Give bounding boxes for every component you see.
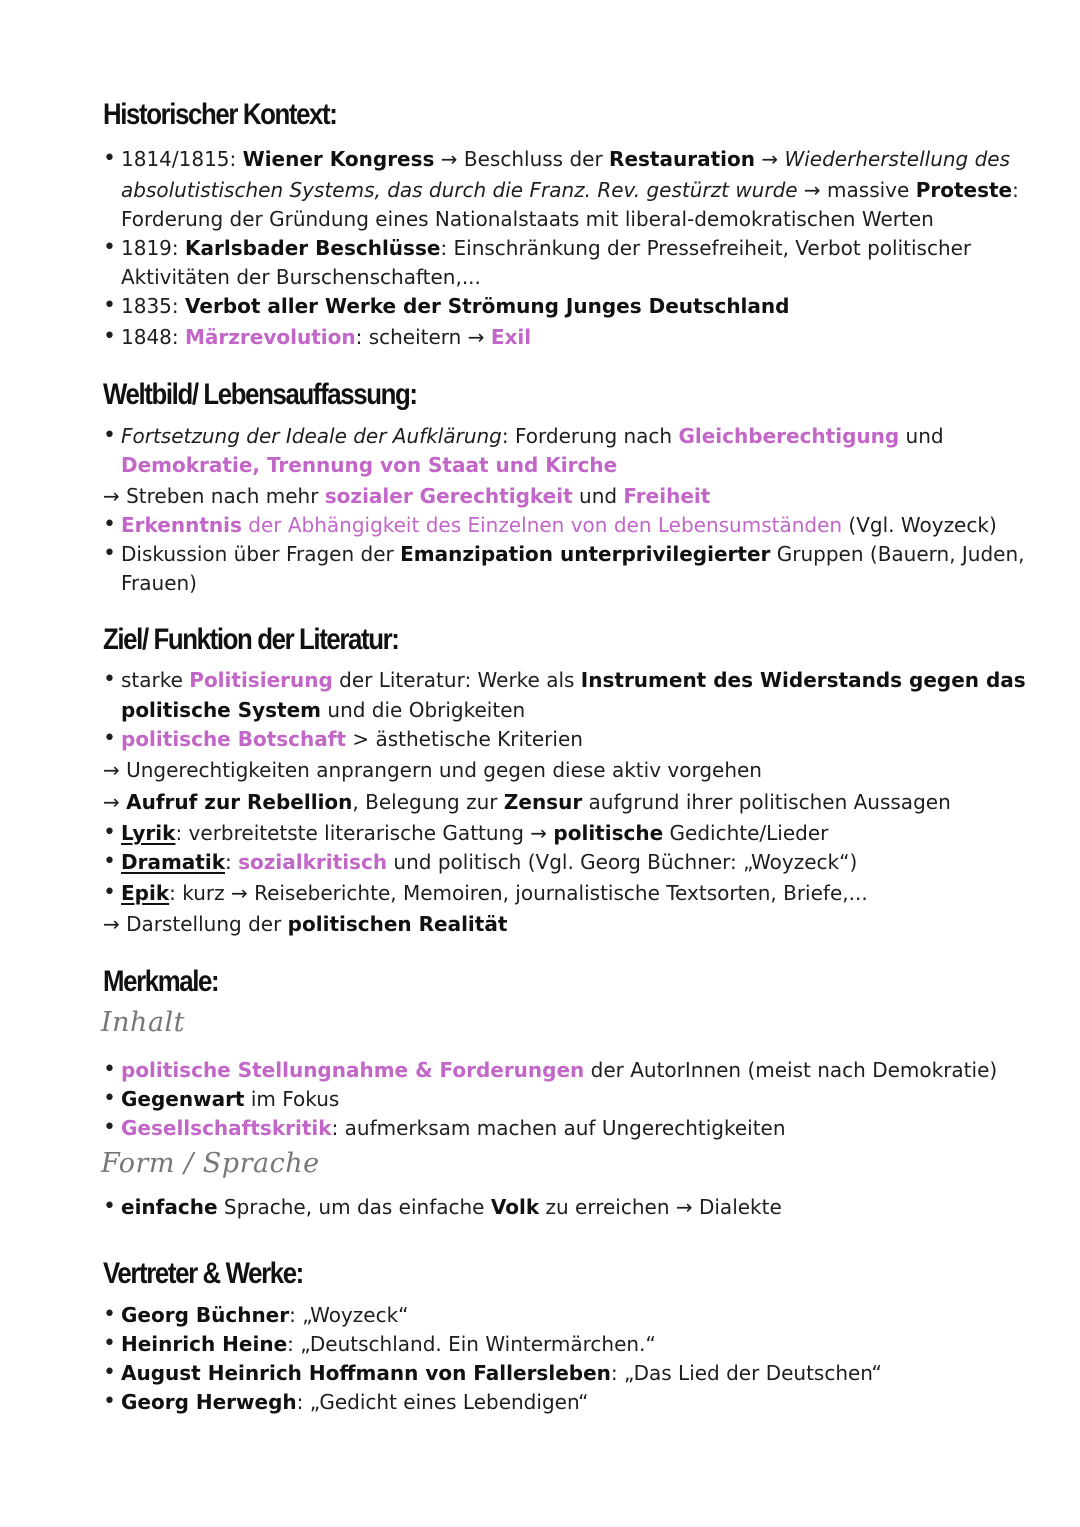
section-title-vertreter-werke: Vertreter & Werke: <box>103 1257 303 1290</box>
section-title-historischer-kontext: Historischer Kontext: <box>103 98 337 131</box>
bullet: • <box>103 324 116 349</box>
bullet: • <box>103 146 116 171</box>
bullet: • <box>103 880 116 905</box>
bullet: • <box>103 667 116 692</box>
bullet: • <box>103 423 116 448</box>
section-title-weltbild: Weltbild/ Lebensauffassung: <box>103 378 417 411</box>
bullet: • <box>103 1389 116 1414</box>
handwritten-label-inhalt: Inhalt <box>101 1007 186 1038</box>
bullet: • <box>103 820 116 845</box>
section-title-ziel-funktion: Ziel/ Funktion der Literatur: <box>103 623 399 656</box>
section-title-merkmale: Merkmale: <box>103 965 219 998</box>
bullet: • <box>103 1057 116 1082</box>
bullet: • <box>103 1115 116 1140</box>
bullet: • <box>103 849 116 874</box>
bullet: • <box>103 1331 116 1356</box>
handwritten-label-form-sprache: Form / Sprache <box>101 1148 320 1179</box>
bullet: • <box>103 293 116 318</box>
bullet: • <box>103 235 116 260</box>
bullet: • <box>103 541 116 566</box>
bullet: • <box>103 726 116 751</box>
bullet: • <box>103 1302 116 1327</box>
bullet: • <box>103 1360 116 1385</box>
bullet: • <box>103 1086 116 1111</box>
bullet: • <box>103 1194 116 1219</box>
bullet: • <box>103 512 116 537</box>
